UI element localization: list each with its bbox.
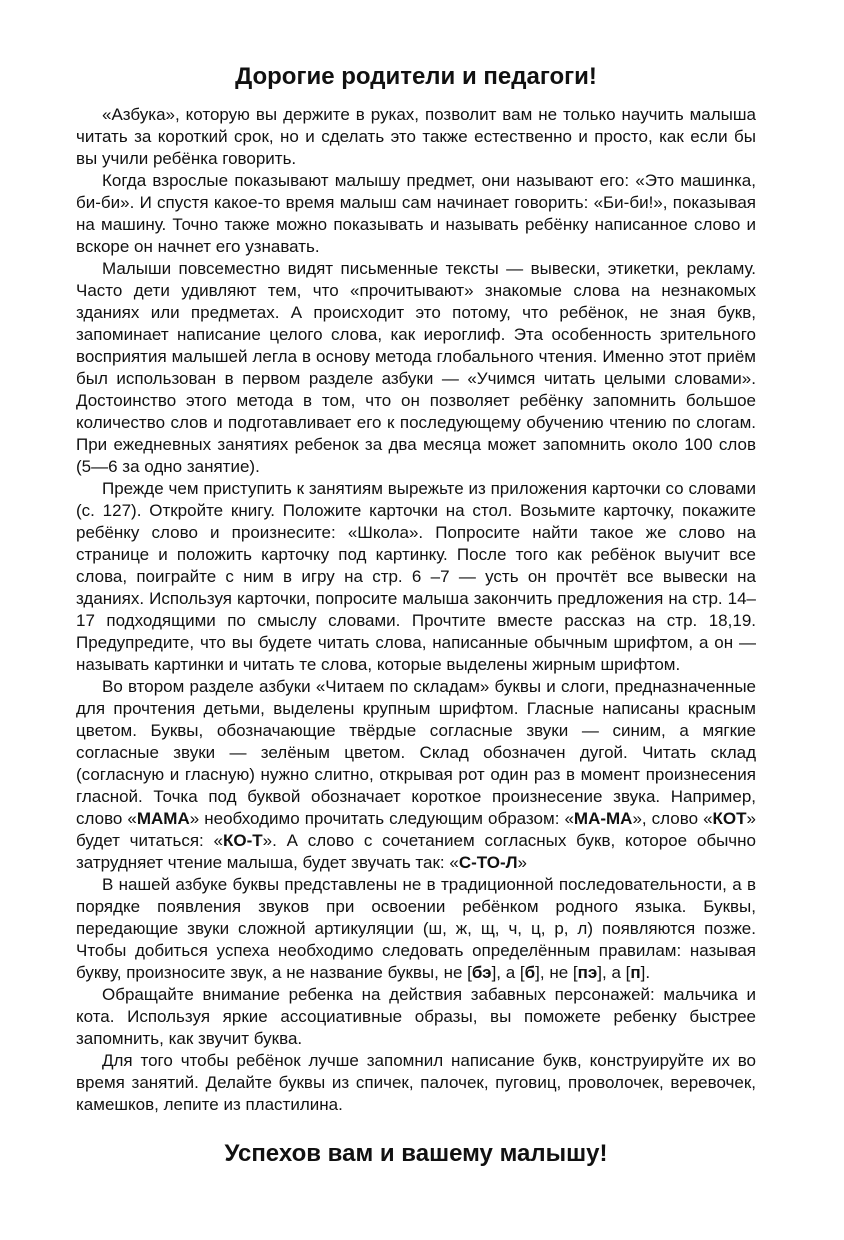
body-paragraph: Когда взрослые показывают малышу предмет, они называют его: «Это машинка, би-би». И спустя какое-то время малыш сам начинает говорить: «Би-би!», показывая на машину. Точно также можно показывать и называть ребёнку написанное слово и вскоре он начнет его узнавать. <box>76 171 756 256</box>
bold-word: С-ТО-Л <box>458 853 518 872</box>
body-paragraph: Обращайте внимание ребенка на действия забавных персонажей: мальчика и кота. Используя яркие ассоциативные образы, вы поможете ребенку быстрее запомнить, как звучит буква. <box>76 985 756 1048</box>
body-paragraph: Малыши повсеместно видят письменные тексты — вывески, этикетки, рекламу. Часто дети удивляют тем, что «прочитывают» знакомые слова на незнакомых зданиях или предметах. А происходит это потому, что ребёнок, не зная букв, запоминает написание целого слова, как иероглиф. Эта особенность зрительного восприятия малышей легла в основу метода глобального чтения. Именно этот приём был использован в первом разделе азбуки — «Учимся читать целыми словами». Достоинство этого метода в том, что он позволяет ребёнку запомнить большое количество слов и подготавливает его к последующему обучению чтению по слогам. При ежедневных занятиях ребенок за два месяца может запомнить около 100 слов (5—6 за одно занятие). <box>76 259 756 476</box>
body-paragraph: Во втором разделе азбуки «Читаем по складам» буквы и слоги, предназначенные для прочтения детьми, выделены крупным шрифтом. Гласные написаны красным цветом. Буквы, обозначающие твёрдые согласные звуки — синим, а мягкие согласные звуки — зелёным цветом. Склад обозначен дугой. Читать склад (согласную и гласную) нужно слитно, открывая рот один раз в момент произнесения гласной. Точка под буквой обозначает короткое произнесение звука. Например, слово «МАМА» необходимо прочитать следующим образом: «МА-МА», слово «КОТ» будет читаться: «КО-Т». А слово с сочетанием согласных букв, которое обычно затрудняет чтение малыша, будет звучать так: «С-ТО-Л» <box>76 677 756 872</box>
bold-word: КОТ <box>712 809 747 828</box>
document-body <box>76 104 756 1116</box>
bold-word: бэ <box>471 963 492 982</box>
page-title: Дорогие родители и педагоги! <box>235 63 597 90</box>
closing-line: Успехов вам и вашему малышу! <box>224 1140 608 1167</box>
bold-word: МА-МА <box>573 809 633 828</box>
bold-word: МАМА <box>136 809 190 828</box>
body-paragraph: В нашей азбуке буквы представлены не в традиционной последовательности, а в порядке появления звуков при освоении ребёнком родного языка. Буквы, передающие звуки сложной артикуляции (ш, ж, щ, ч, ц, р, л) появляются позже. Чтобы добиться успеха необходимо следовать определённым правилам: называя букву, произносите звук, а не название буквы, не [бэ], а [б], не [пэ], а [п]. <box>76 875 756 982</box>
bold-word: пэ <box>577 963 598 982</box>
document-page <box>76 60 756 1170</box>
bold-word: КО-Т <box>222 831 263 850</box>
body-paragraph: Для того чтобы ребёнок лучше запомнил написание букв, конструируйте их во время занятий. Делайте буквы из спичек, палочек, пуговиц, проволочек, веревочек, камешков, лепите из пластилина. <box>76 1051 756 1114</box>
body-paragraph: Прежде чем приступить к занятиям вырежьте из приложения карточки со словами (с. 127). Откройте книгу. Положите карточки на стол. Возьмите карточку, покажите ребёнку слово и произнесите: «Школа». Попросите найти такое же слово на странице и положить карточку под картинку. После того как ребёнок выучит все слова, поиграйте с ним в игру на стр. 6 –7 — усть он прочтёт все вывески на зданиях. Используя карточки, попросите малыша закончить предложения на стр. 14–17 подходящими по смыслу словами. Прочтите вместе рассказ на стр. 18,19. Предупредите, что вы будете читать слова, написанные обычным шрифтом, а он — называть картинки и читать те слова, которые выделены жирным шрифтом. <box>76 479 756 674</box>
bold-word: п <box>630 963 641 982</box>
bold-word: б <box>524 963 536 982</box>
body-paragraph: «Азбука», которую вы держите в руках, позволит вам не только научить малыша читать за короткий срок, но и сделать это также естественно и просто, как если бы вы учили ребёнка говорить. <box>76 105 756 168</box>
